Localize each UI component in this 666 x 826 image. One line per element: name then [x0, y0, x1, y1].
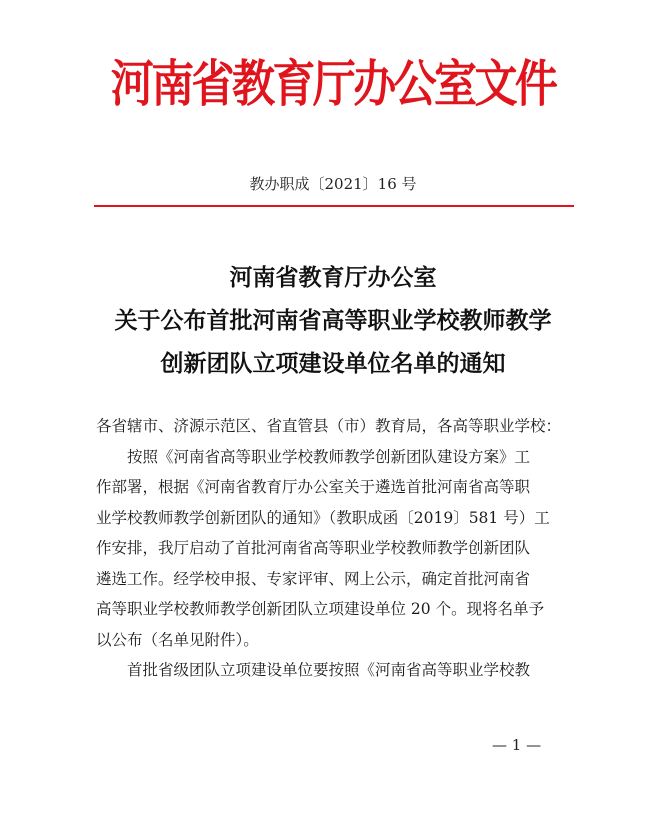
red-header-title: 河南省教育厅办公室文件 — [110, 54, 556, 113]
paragraph-1-line-3: 业学校教师教学创新团队的通知》（教职成函〔2019〕581 号）工 — [96, 508, 550, 527]
salutation: 各省辖市、济源示范区、省直管县（市）教育局，各高等职业学校： — [96, 417, 562, 435]
title-line-3: 创新团队立项建设单位名单的通知 — [160, 350, 506, 377]
paragraph-1-line-1: 按照《河南省高等职业学校教师教学创新团队建设方案》工 — [127, 447, 531, 466]
red-divider-line — [94, 205, 574, 207]
notice-title — [0, 256, 666, 385]
paragraph-1-line-6: 高等职业学校教师教学创新团队立项建设单位 20 个。现将名单予 — [96, 600, 545, 618]
paragraph-1-line-7: 以公布（名单见附件）。 — [96, 630, 259, 649]
paragraph-1-line-5: 遴选工作。经学校申报、专家评审、网上公示，确定首批河南省 — [96, 569, 531, 588]
title-line-2: 关于公布首批河南省高等职业学校教师教学 — [114, 307, 552, 334]
paragraph-1-line-4: 作安排，我厅启动了首批河南省高等职业学校教师教学创新团队 — [96, 539, 531, 557]
title-line-1: 河南省教育厅办公室 — [229, 264, 437, 291]
paragraph-1-line-2: 作部署，根据《河南省教育厅办公室关于遴选首批河南省高等职 — [96, 478, 531, 496]
document-number: 教办职成〔2021〕16 号 — [249, 175, 417, 193]
page-number: — 1 — — [492, 736, 542, 754]
paragraph-2-line-1: 首批省级团队立项建设单位要按照《河南省高等职业学校教 — [127, 661, 531, 679]
body-text — [96, 411, 578, 686]
